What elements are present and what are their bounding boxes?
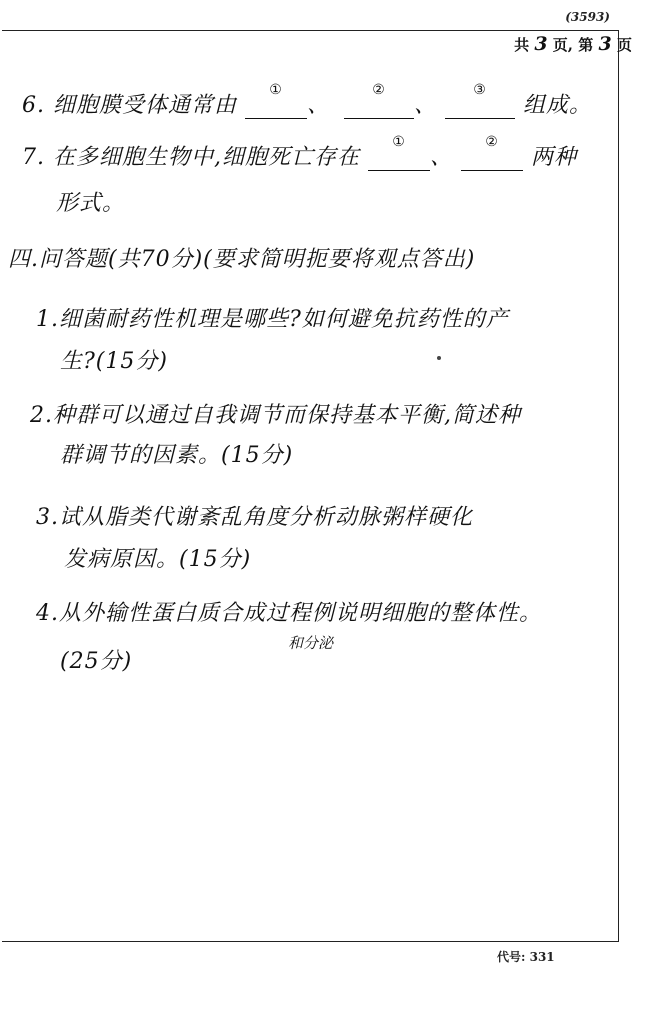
answer-blank	[461, 134, 523, 171]
question-number: 6.	[22, 93, 45, 118]
essay-question-3-line2: 发病原因。(15分)	[64, 547, 252, 572]
page-total-suffix: 页,	[552, 36, 574, 54]
page-code-stamp: (3593)	[565, 10, 610, 24]
essay-question-3-line1: 3.试从脂类代谢紊乱角度分析动脉粥样硬化	[36, 505, 473, 530]
separator: 、	[430, 145, 454, 170]
blank-marker: ②	[485, 134, 499, 150]
answer-blank	[245, 82, 307, 119]
blank-marker: ①	[269, 82, 283, 98]
answer-blank	[344, 82, 414, 119]
question-number: 7.	[22, 145, 45, 170]
essay-question-4-line2: (25分)	[60, 649, 133, 674]
page-current: 3	[598, 33, 612, 55]
essay-question-1-line1: 1.细菌耐药性机理是哪些?如何避免抗药性的产	[36, 307, 509, 332]
fill-in-question-7-continuation: 形式。	[56, 191, 126, 216]
question-text: 细胞膜受体通常由	[53, 93, 238, 118]
separator: 、	[414, 93, 438, 118]
question-text-end: 两种	[531, 145, 578, 170]
question-text: 在多细胞生物中,细胞死亡存在	[53, 145, 360, 170]
blank-marker: ①	[392, 134, 406, 150]
section-title: 四.问答题(共70分)(要求简明扼要将观点答出)	[8, 247, 476, 272]
fill-in-question-7	[22, 134, 578, 171]
fill-in-question-6	[22, 82, 593, 119]
essay-question-4-line1: 4.从外输性蛋白质合成过程例说明细胞的整体性。	[36, 601, 542, 626]
essay-question-1-line2: 生?(15分)	[60, 349, 168, 374]
page-current-suffix: 页	[616, 36, 632, 54]
page-counter	[514, 33, 632, 55]
essay-question-2-line2: 群调节的因素。(15分)	[60, 443, 294, 468]
separator: 、	[307, 93, 331, 118]
answer-blank	[368, 134, 430, 171]
page-total: 3	[534, 33, 548, 55]
footer-code: 代号: 331	[497, 950, 555, 964]
ink-dot	[437, 356, 441, 360]
question-text-end: 组成。	[523, 93, 593, 118]
page-current-prefix: 第	[578, 36, 594, 54]
blank-marker: ③	[473, 82, 487, 98]
blank-marker: ②	[372, 82, 386, 98]
page-total-prefix: 共	[514, 36, 530, 54]
answer-blank	[445, 82, 515, 119]
inserted-note: 和分泌	[288, 634, 334, 652]
essay-question-2-line1: 2.种群可以通过自我调节而保持基本平衡,简述种	[30, 403, 521, 428]
